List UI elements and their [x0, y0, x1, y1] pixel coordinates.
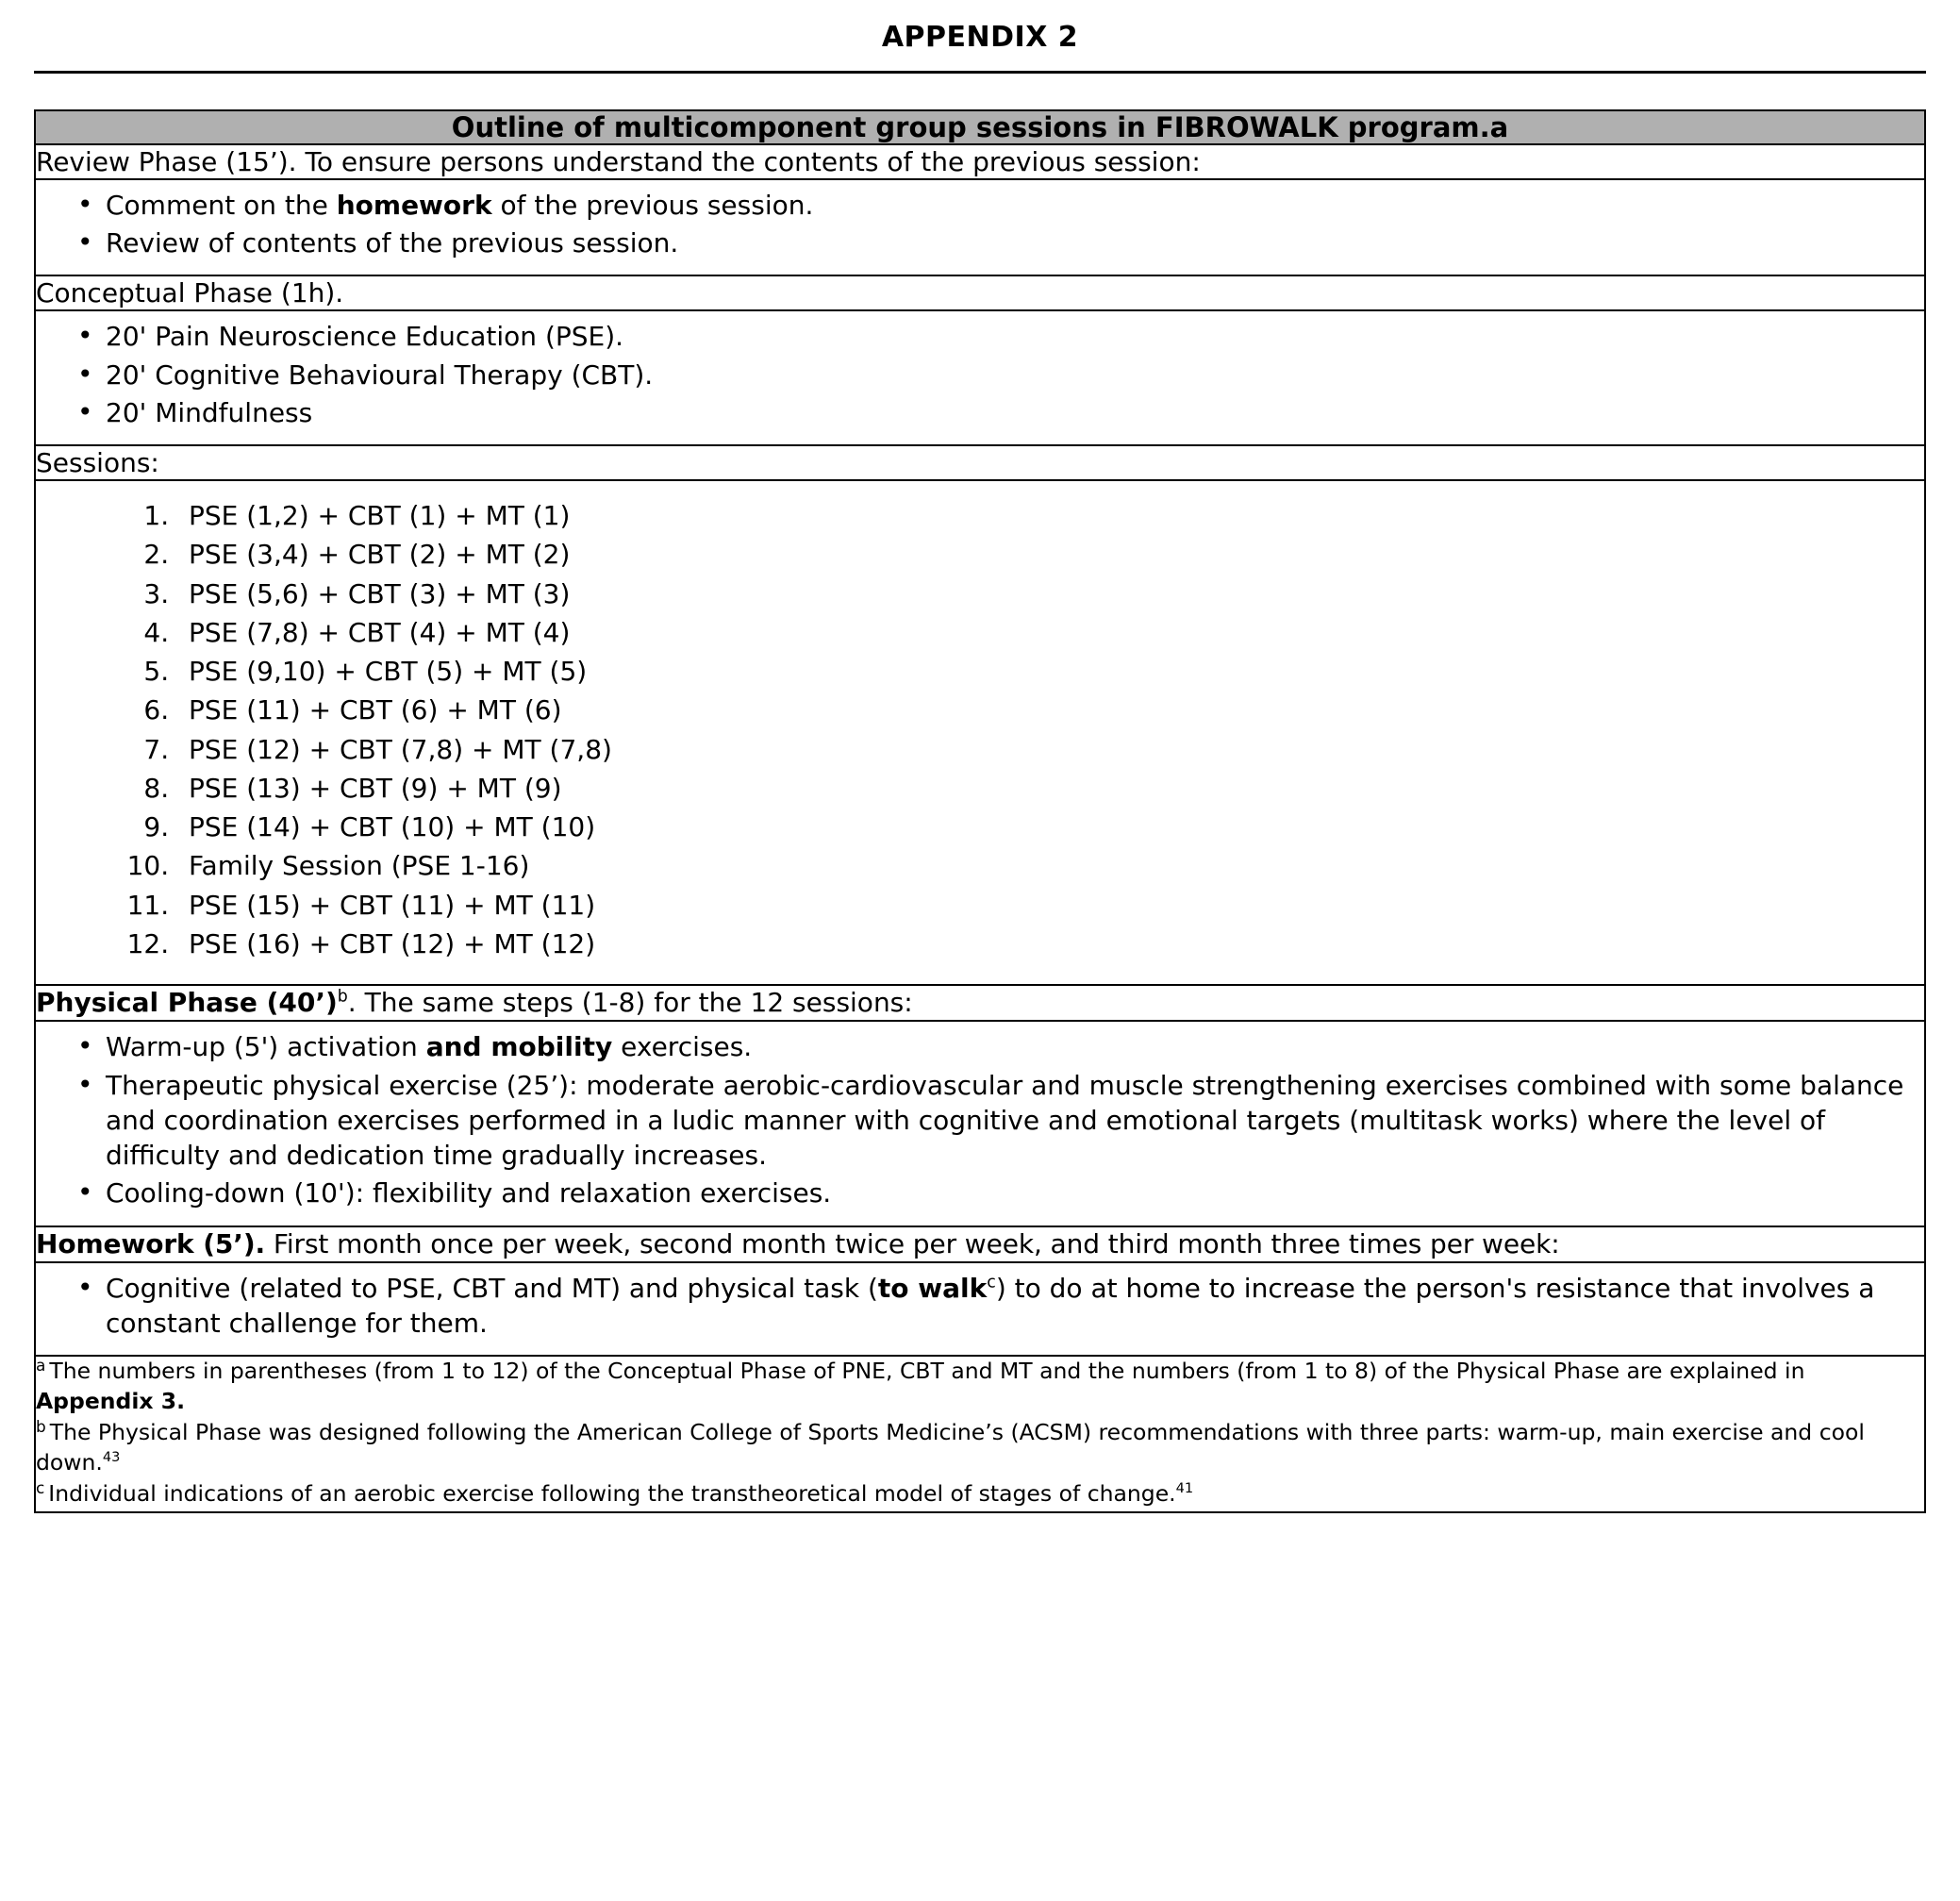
- table-row: [35, 1356, 1925, 1511]
- bullet-text-bold: and mobility: [425, 1031, 613, 1063]
- footnote-marker-c: c: [987, 1273, 996, 1292]
- review-phase-heading: Review Phase (15’). To ensure persons understand the contents of the previous session:: [35, 144, 1925, 179]
- page-title: APPENDIX 2: [881, 21, 1079, 54]
- list-item: 10. Family Session (PSE 1-16): [177, 848, 1911, 883]
- physical-phase-bullets-cell: [35, 1021, 1925, 1226]
- footnote-marker-c: c: [36, 1477, 45, 1497]
- footnote-marker-b: b: [36, 1416, 46, 1436]
- table-row: [35, 275, 1925, 310]
- reference-41: 41: [1175, 1480, 1194, 1497]
- conceptual-phase-heading: Conceptual Phase (1h).: [35, 275, 1925, 310]
- footnote-c-text: Individual indications of an aerobic exercise following the transtheoretical model of stages of change.: [48, 1480, 1176, 1508]
- physical-phase-heading: [35, 985, 1925, 1021]
- footnote-a-text: The numbers in parentheses (from 1 to 12) of the Conceptual Phase of PNE, CBT and MT and the numbers (from 1 to 8) of the Physical Phase are explained in: [49, 1358, 1805, 1385]
- list-item: 2. PSE (3,4) + CBT (2) + MT (2): [177, 537, 1911, 572]
- list-item: • Review of contents of the previous session.: [106, 225, 1911, 260]
- list-item: [106, 1029, 1911, 1064]
- bullet-text-prefix: Warm-up (5') activation: [106, 1031, 426, 1063]
- table-row: [35, 144, 1925, 179]
- conceptual-phase-bullets: [36, 311, 1924, 444]
- bullet-text-bold: to walk: [877, 1272, 988, 1304]
- footnote-a: [36, 1357, 1924, 1416]
- bullet-text-suffix: of the previous session.: [491, 190, 814, 221]
- table-row: [35, 110, 1925, 144]
- bullet-text-prefix: Comment on the: [106, 190, 337, 221]
- table-row: [35, 1021, 1925, 1226]
- table-header-cell: Outline of multicomponent group sessions in FIBROWALK program.a: [35, 110, 1925, 144]
- list-item: 9. PSE (14) + CBT (10) + MT (10): [177, 809, 1911, 844]
- list-item: • 20' Pain Neuroscience Education (PSE).: [106, 319, 1911, 354]
- table-row: [35, 985, 1925, 1021]
- list-item: • 20' Mindfulness: [106, 395, 1911, 430]
- list-item: • Cooling-down (10'): flexibility and relaxation exercises.: [106, 1176, 1911, 1210]
- physical-phase-bullets: [36, 1022, 1924, 1225]
- footnote-c: [36, 1479, 1924, 1509]
- footnote-b: [36, 1418, 1924, 1477]
- footnotes-cell: [35, 1356, 1925, 1511]
- sessions-list: [36, 481, 1924, 984]
- list-item: 8. PSE (13) + CBT (9) + MT (9): [177, 771, 1911, 806]
- list-item: 1. PSE (1,2) + CBT (1) + MT (1): [177, 498, 1911, 533]
- conceptual-phase-bullets-cell: [35, 310, 1925, 445]
- list-item: 5. PSE (9,10) + CBT (5) + MT (5): [177, 654, 1911, 689]
- list-item: [106, 188, 1911, 223]
- physical-phase-label: Physical Phase (40’): [36, 986, 338, 1018]
- list-item: • 20' Cognitive Behavioural Therapy (CBT).: [106, 358, 1911, 392]
- homework-bullets: [36, 1263, 1924, 1355]
- sessions-heading: Sessions:: [35, 445, 1925, 480]
- table-row: [35, 310, 1925, 445]
- table-row: [35, 1262, 1925, 1356]
- footnote-marker-a: a: [36, 1355, 46, 1375]
- list-item: 6. PSE (11) + CBT (6) + MT (6): [177, 692, 1911, 727]
- table-row: [35, 179, 1925, 275]
- reference-43: 43: [102, 1449, 121, 1466]
- table-row: [35, 480, 1925, 985]
- homework-bullets-cell: [35, 1262, 1925, 1356]
- list-item: 11. PSE (15) + CBT (11) + MT (11): [177, 888, 1911, 923]
- list-item: • Therapeutic physical exercise (25’): moderate aerobic-cardiovascular and muscle strengthening exercises combined with some balance and coordination exercises performed in a ludic manner with cognitive and emotional targets (multitask works) where the level of difficulty and dedication time gradually increases.: [106, 1068, 1911, 1174]
- footnote-b-text: The Physical Phase was designed following the American College of Sports Medicine’s (ACSM) recommendations with three parts: warm-up, main exercise and cool down.: [36, 1419, 1865, 1476]
- sessions-list-cell: [35, 480, 1925, 985]
- bullet-text-suffix: exercises.: [612, 1031, 753, 1063]
- bullet-text-bold: homework: [336, 190, 492, 221]
- bullet-text-suffix: ) to do at home to increase the person's resistance that involves a constant challenge for them.: [106, 1272, 1875, 1340]
- title-divider: [34, 71, 1926, 74]
- list-item: 7. PSE (12) + CBT (7,8) + MT (7,8): [177, 732, 1911, 767]
- bullet-text-prefix: Cognitive (related to PSE, CBT and MT) and physical task (: [106, 1272, 878, 1304]
- list-item: 3. PSE (5,6) + CBT (3) + MT (3): [177, 576, 1911, 611]
- review-phase-bullets: [36, 180, 1924, 275]
- review-phase-bullets-cell: [35, 179, 1925, 275]
- table-row: [35, 1226, 1925, 1262]
- list-item: 12. PSE (16) + CBT (12) + MT (12): [177, 926, 1911, 961]
- footnote-a-bold: Appendix 3.: [36, 1387, 185, 1414]
- homework-rest: First month once per week, second month twice per week, and third month three times per week:: [265, 1227, 1560, 1259]
- table-row: [35, 445, 1925, 480]
- outline-table: [34, 109, 1926, 1513]
- physical-phase-rest: . The same steps (1-8) for the 12 sessions:: [347, 986, 913, 1018]
- footnote-marker-b: b: [337, 987, 348, 1007]
- homework-heading: [35, 1226, 1925, 1262]
- homework-label: Homework (5’).: [36, 1227, 266, 1259]
- list-item: 4. PSE (7,8) + CBT (4) + MT (4): [177, 615, 1911, 650]
- list-item: [106, 1271, 1911, 1341]
